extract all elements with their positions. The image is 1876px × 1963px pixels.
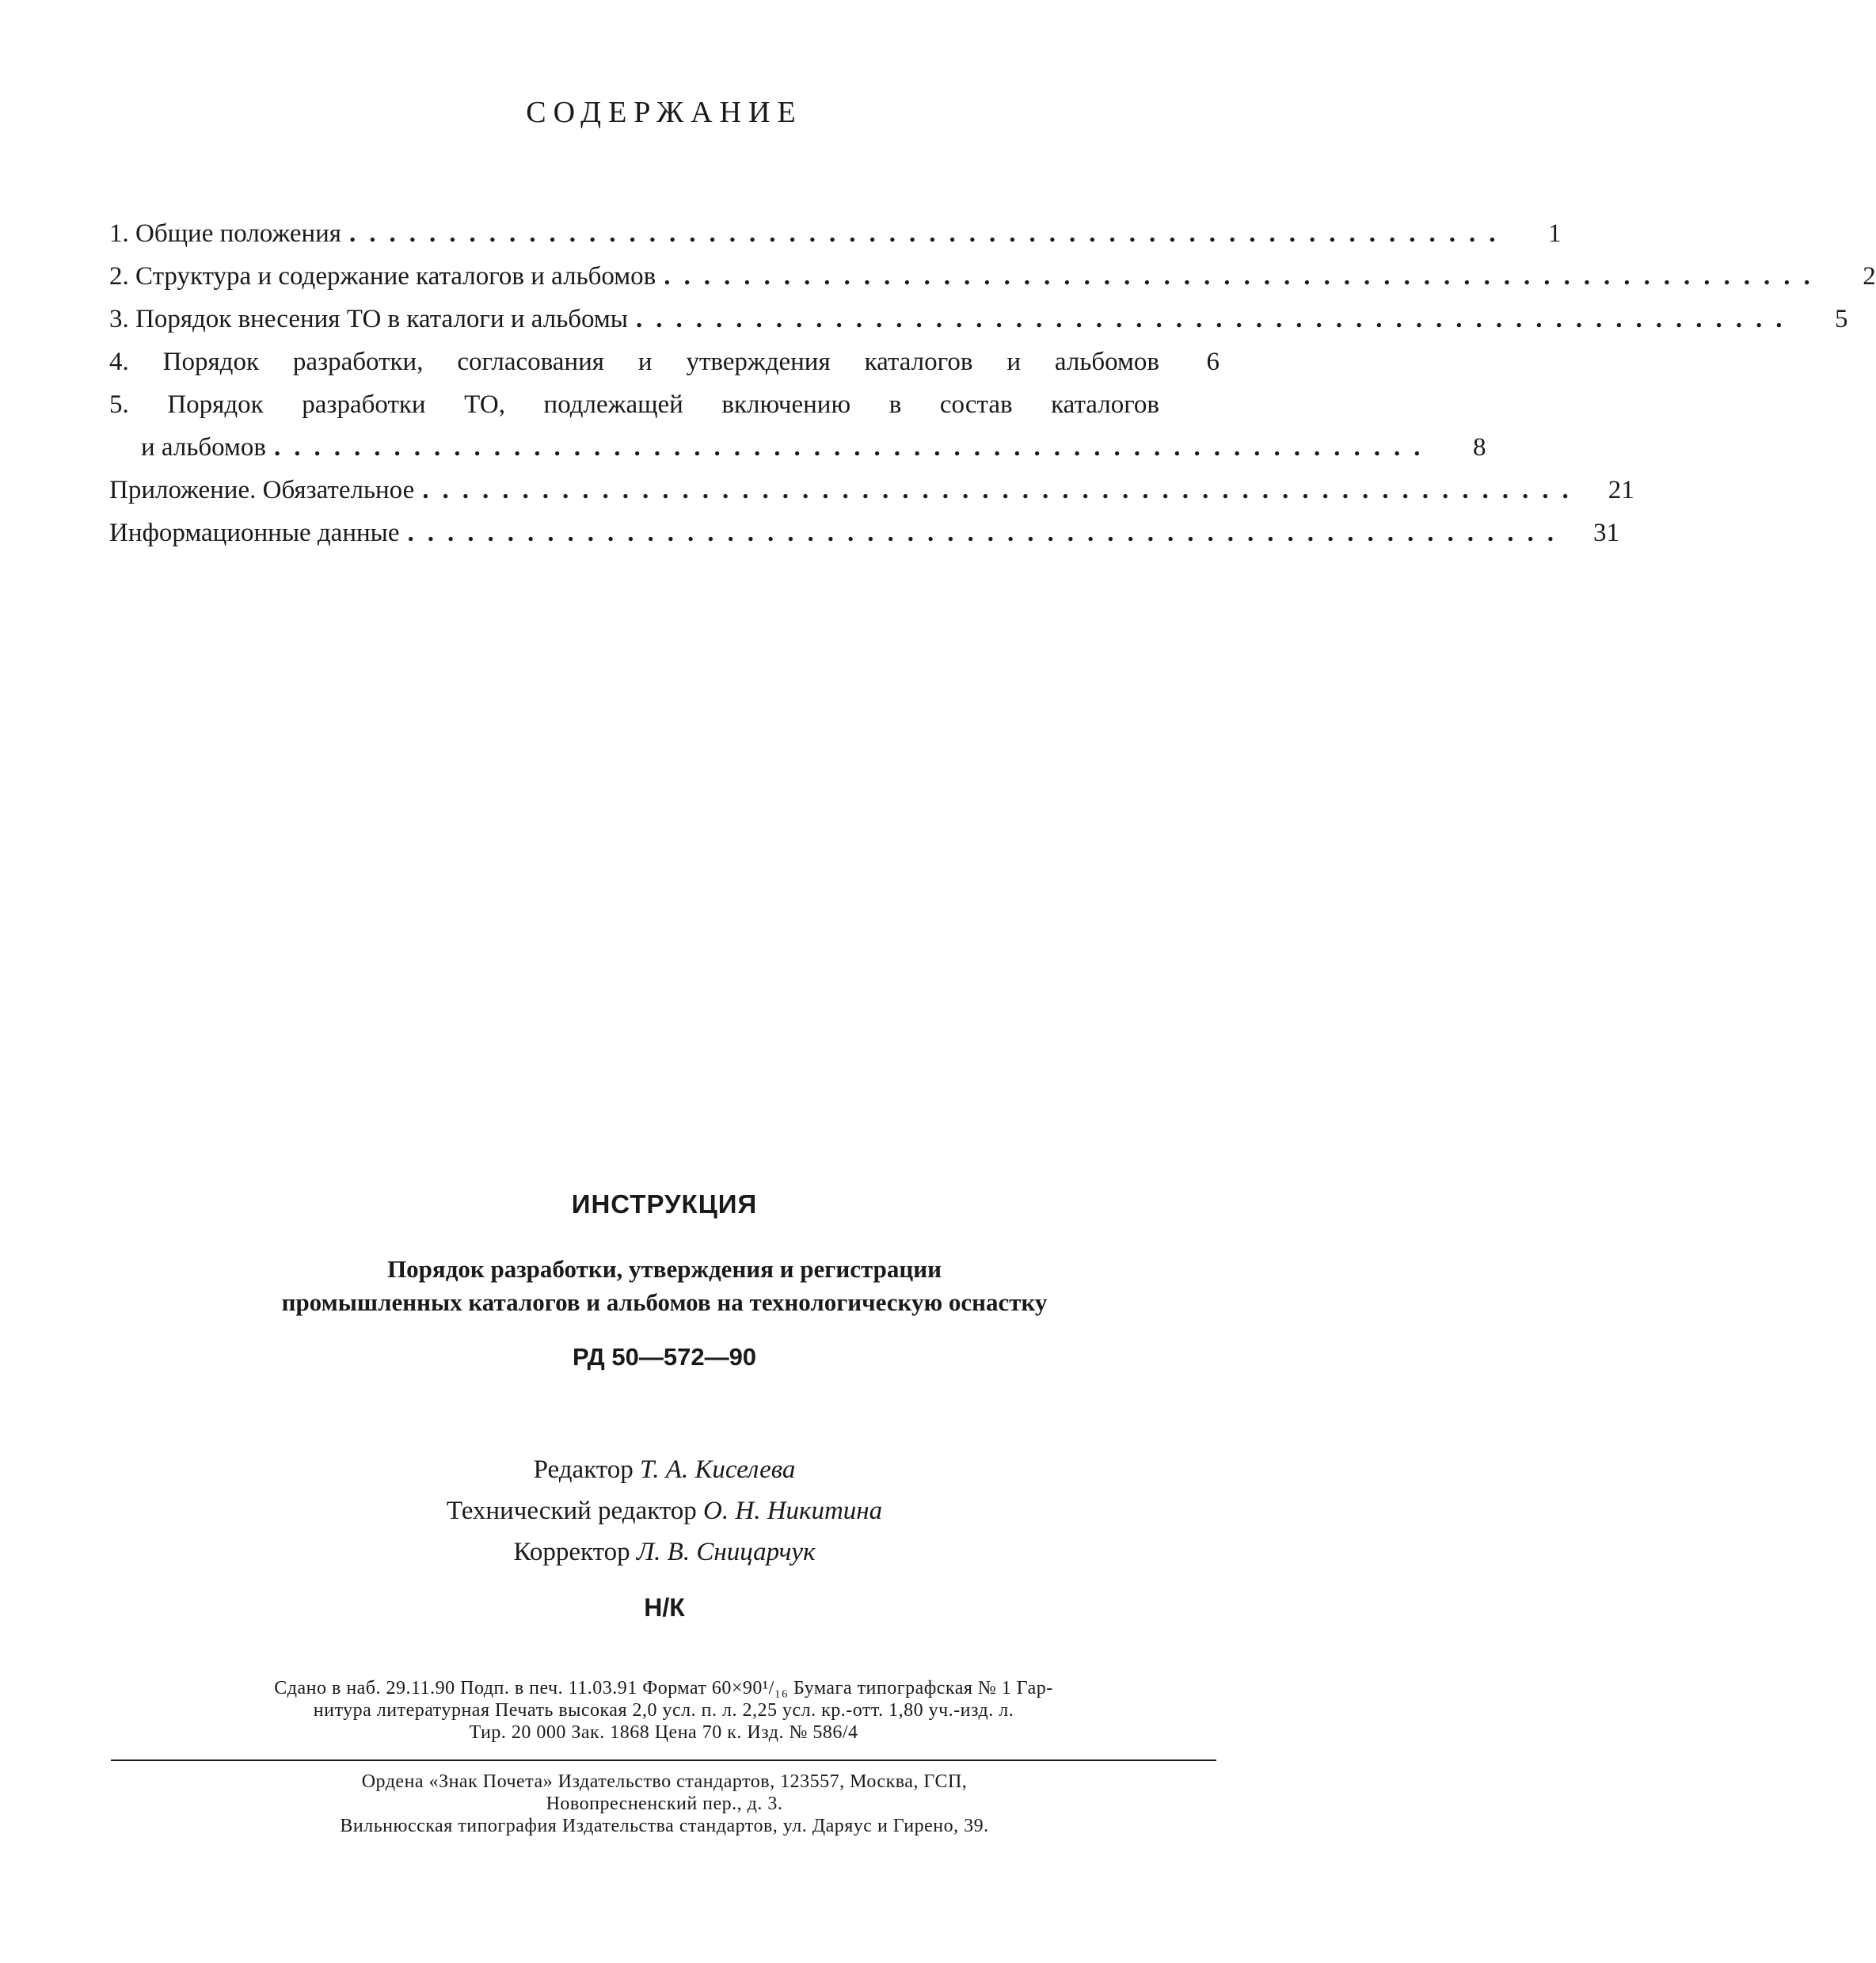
toc-entry-label: 4. Порядок разработки, согласования и утверждения каталогов и альбомов [109,340,1167,383]
toc-entry-page: 8 [1473,433,1486,462]
toc-entry-label: 3. Порядок внесения ТО в каталоги и альбомы [109,298,636,340]
staff-role: Корректор [513,1538,630,1566]
staff-name: О. Н. Никитина [703,1497,883,1525]
imprint-line: Сдано в наб. 29.11.90 Подп. в печ. 11.03.91 Формат 60×90¹/₁₆ Бумага типографская № 1 Гар- [274,1678,1053,1699]
document-code: РД 50—572—90 [572,1343,757,1371]
toc-entry-page: 1 [1547,219,1562,248]
instruction-subtitle-line: Порядок разработки, утверждения и регистрации [387,1255,942,1283]
toc-entry-label: Приложение. Обязательное [109,469,422,512]
staff-row [0,1531,1329,1573]
dot-leader: .......................................................... [407,519,1567,547]
dot-leader: .......................................................... [422,476,1582,504]
toc-entry-label: 5. Порядок разработки ТО, подлежащей включению в состав каталогов [109,383,1167,426]
staff-name: Т. А. Киселева [640,1455,796,1484]
staff-role: Редактор [533,1455,634,1484]
dot-leader: .......................................................... [274,433,1434,462]
toc-entry [109,469,1634,512]
toc-entry [109,298,1848,340]
toc-entry-continuation [109,426,1486,469]
staff-role: Технический редактор [446,1497,697,1525]
toc-entry-page: 21 [1608,476,1634,504]
toc-entry [109,340,1220,383]
toc-entry [109,383,1220,426]
toc-entry-page: 5 [1834,305,1848,333]
instruction-title: ИНСТРУКЦИЯ [571,1189,758,1219]
toc-title: СОДЕРЖАНИЕ [526,96,803,129]
toc-entry [109,212,1562,255]
dot-leader: .......................................................... [635,305,1796,333]
staff-name: Л. В. Сницарчук [636,1538,816,1566]
imprint-line: нитура литературная Печать высокая 2,0 усл. п. л. 2,25 усл. кр.-отт. 1,80 уч.-изд. л. [313,1700,1014,1721]
publisher-line: Новопресненский пер., д. 3. [546,1794,783,1814]
dot-leader: .......................................................... [348,219,1509,248]
staff-row [0,1490,1329,1531]
instruction-subtitle-line: промышленных каталогов и альбомов на технологическую оснастку [281,1288,1048,1316]
toc-entry [109,512,1619,554]
imprint-line: Тир. 20 000 Зак. 1868 Цена 70 к. Изд. № 586/4 [469,1722,858,1743]
toc-entry [109,255,1876,298]
dot-leader: .......................................................... [664,262,1824,291]
toc-entry-label: и альбомов [109,426,274,469]
toc-entry-label: 2. Структура и содержание каталогов и альбомов [109,255,664,298]
publisher-line: Вильнюсская типография Издательства стандартов, ул. Даряус и Гирено, 39. [340,1816,989,1836]
toc-entry-label: 1. Общие положения [109,212,349,255]
toc-entry-label: Информационные данные [109,512,407,554]
toc-entry-page: 31 [1593,519,1619,547]
publisher-line: Ордена «Знак Почета» Издательство стандартов, 123557, Москва, ГСП, [361,1771,968,1792]
print-imprint [111,1677,1216,1744]
toc-entry-page: 6 [1206,348,1220,376]
staff-credits [0,1449,1329,1573]
instruction-subtitle [0,1253,1329,1319]
divider [111,1759,1216,1761]
toc-entry-page: 2 [1863,262,1876,291]
distribution-mark: Н/К [644,1593,685,1622]
table-of-contents [109,212,1876,554]
staff-row [0,1449,1329,1490]
publisher-info [0,1771,1329,1837]
